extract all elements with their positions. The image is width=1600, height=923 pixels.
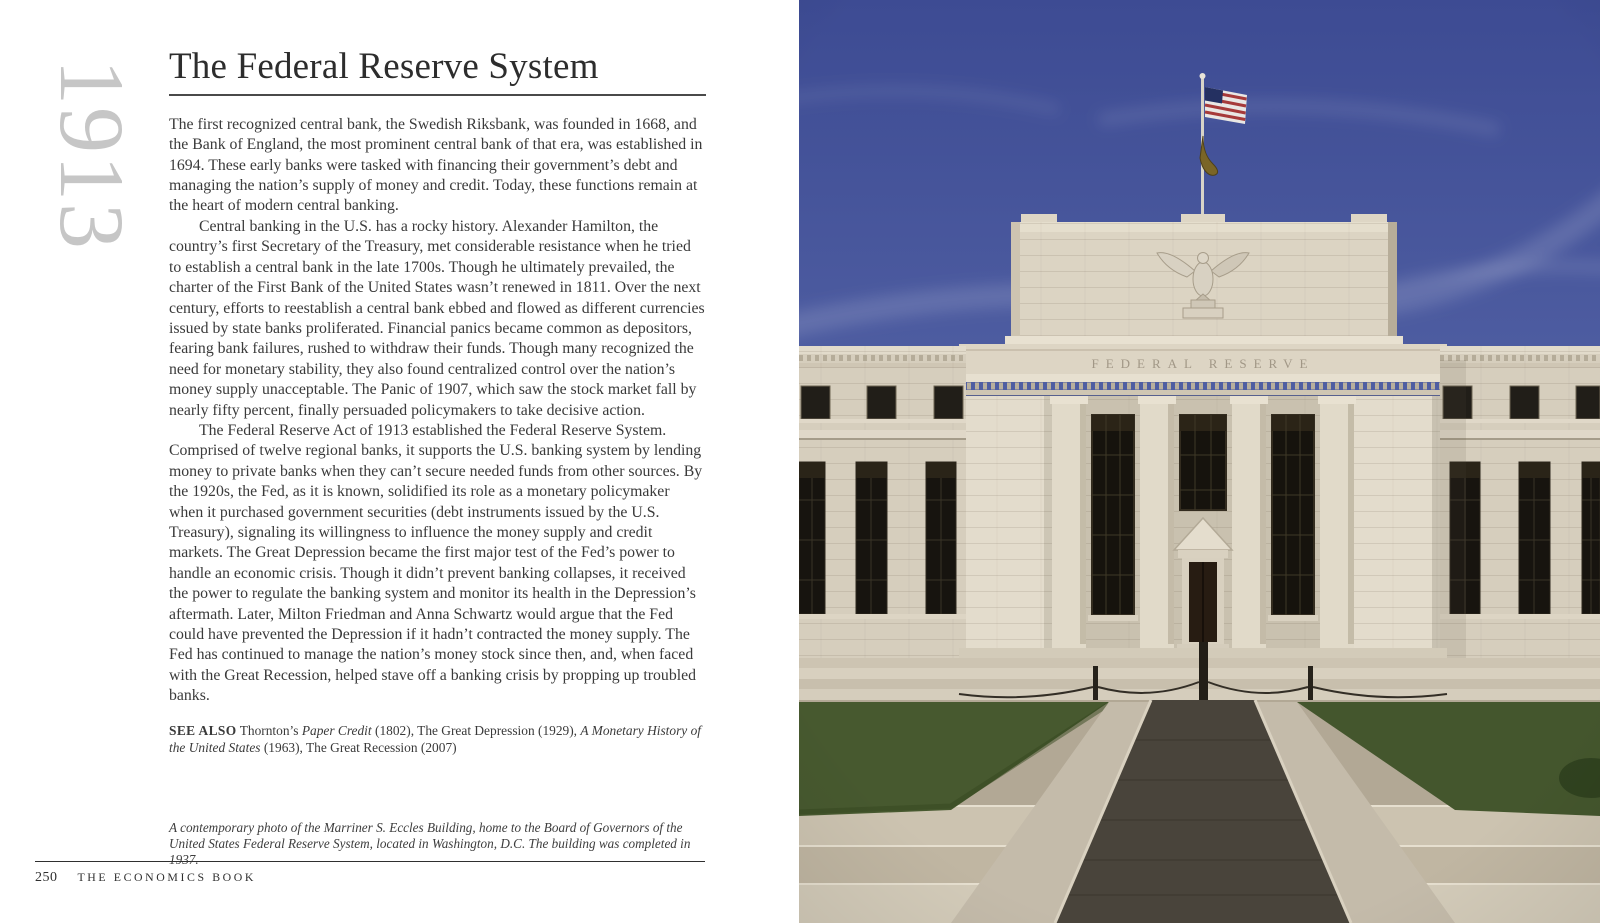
federal-reserve-photo xyxy=(799,0,1600,923)
article-column xyxy=(169,48,706,757)
paragraph-3: The Federal Reserve Act of 1913 established the Federal Reserve System. Comprised of twelve regional banks, it supports the U.S. banking system by lending money to private banks when they can’t secure needed funds from other sources. By the 1920s, the Fed, as it is known, solidified its role as a monetary policymaker when it purchased government securities (debt instruments issued by the U.S. Treasury), signaling its willingness to influence the money supply and credit markets. The Great Depression became the first major test of the Fed’s power to handle an economic crisis. Though it didn’t prevent banking collapses, it received the power to regulate the banking system and monitor its health in the Depression’s aftermath. Later, Milton Friedman and Anna Schwartz would argue that the Fed could have prevented the Depression if it hadn’t contracted the money supply. The Fed has continued to manage the nation’s money stock since then, and, when faced with the Great Recession, helped stave off a banking crisis by propping up troubled banks. xyxy=(169,421,703,705)
see-also-ref-italic: Paper Credit xyxy=(301,722,372,738)
book-title: THE ECONOMICS BOOK xyxy=(77,870,257,884)
article-body xyxy=(169,115,706,707)
year-marker: 1913 xyxy=(41,59,143,251)
footer-rule xyxy=(35,861,705,862)
page-title: The Federal Reserve System xyxy=(169,46,599,87)
see-also-label: SEE ALSO xyxy=(169,722,237,738)
photo-caption: A contemporary photo of the Marriner S. Eccles Building, home to the Board of Governors of the United States Federal Reserve System, located in Washington, D.C. The building was completed in 1937. xyxy=(169,820,691,867)
see-also-ref-italic: A Monetary History of the United States xyxy=(169,722,702,756)
see-also-text: (1802), The Great Depression (1929), xyxy=(371,722,581,738)
paragraph-1: The first recognized central bank, the Swedish Riksbank, was founded in 1668, and the Bank of England, the most prominent central bank of that era, was established in 1694. These early banks were tasked with financing their government’s debt and managing the nation’s supply of money and credit. Today, these functions remain at the heart of modern central banking. xyxy=(169,115,703,215)
paragraph-2: Central banking in the U.S. has a rocky history. Alexander Hamilton, the country’s first Secretary of the Treasury, met considerable resistance when he tried to establish a central bank in the late 1700s. Though he ultimately prevailed, the charter of the First Bank of the United States wasn’t renewed in 1811. Over the next century, efforts to reestablish a central bank ebbed and flowed as different currencies issued by state banks proliferated. Financial panics became common as depositors, fearing bank failures, rushed to withdraw their funds. Though many recognized the need for monetary stability, they also found centralized control over the nation’s money supply unacceptable. The Panic of 1907, which saw the stock market fall by nearly fifty percent, finally persuaded policymakers to take decisive action. xyxy=(169,217,705,419)
see-also xyxy=(169,722,706,757)
title-rule xyxy=(169,94,706,96)
building-illustration xyxy=(799,0,1600,923)
see-also-text: (1963), The Great Recession (2007) xyxy=(260,740,457,756)
page-number: 250 xyxy=(35,870,58,885)
photo-vignette xyxy=(799,0,1600,923)
page-footer xyxy=(35,868,256,886)
see-also-text: Thornton’s xyxy=(239,722,302,738)
